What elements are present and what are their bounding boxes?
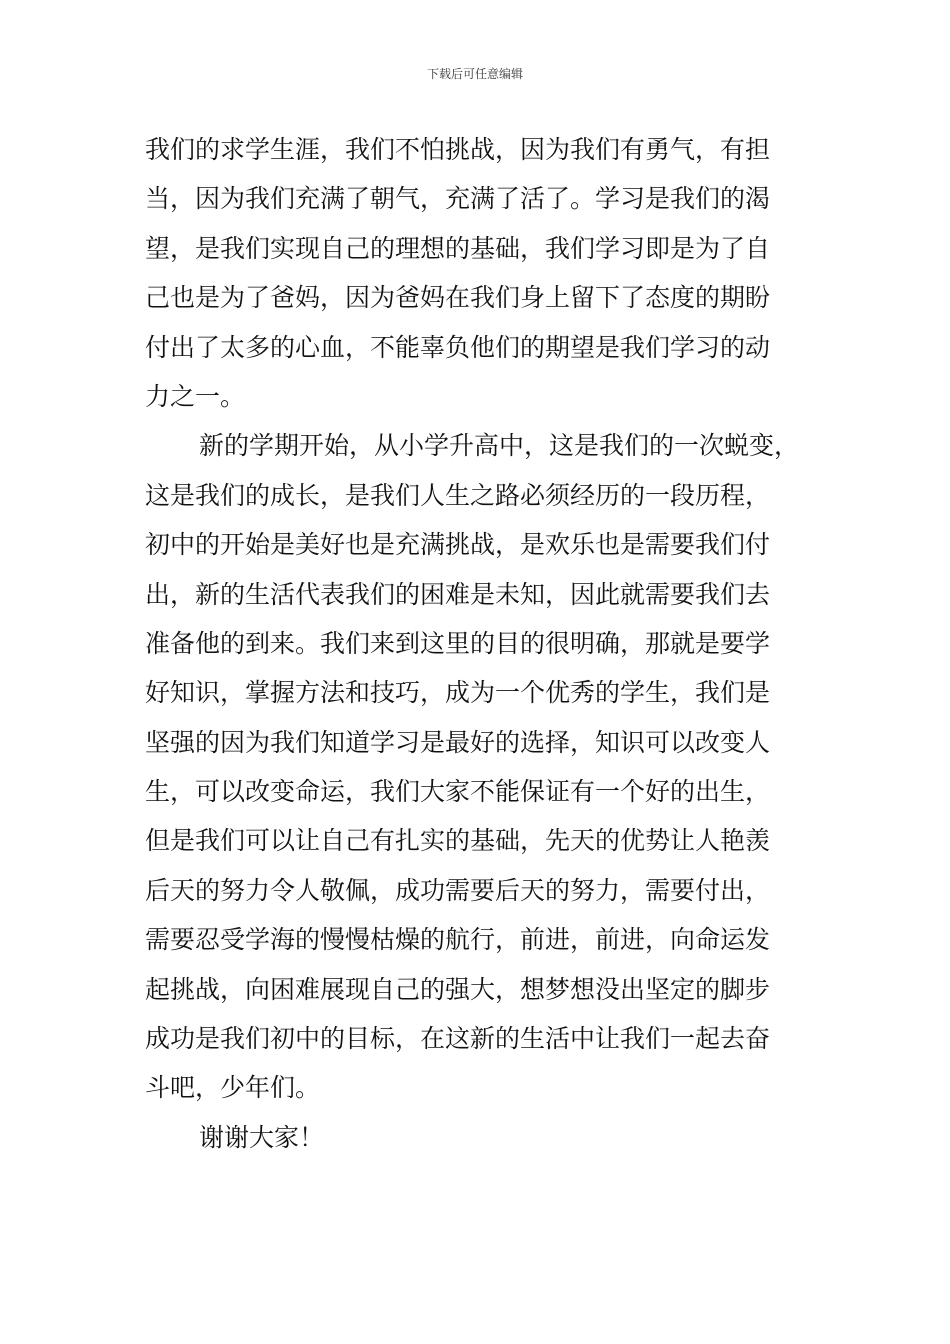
text-line: 后天的努力令人敬佩，成功需要后天的努力，需要付出， [145,875,771,905]
text-line: 这是我们的成长，是我们人生之路必须经历的一段历程， [145,480,771,510]
text-line: 需要忍受学海的慢慢枯燥的航行，前进，前进，向命运发 [145,925,771,955]
paragraph-1 [145,125,825,421]
text-line-first: 新的学期开始，从小学升高中，这是我们的一次蜕变， [199,431,800,461]
text-line: 我们的求学生涯，我们不怕挑战，因为我们有勇气，有担 [145,135,771,164]
text-line: 斗吧，少年们。 [145,1073,321,1103]
text-line: 当，因为我们充满了朝气，充满了活了。学习是我们的渴 [145,184,771,214]
text-line: 己也是为了爸妈，因为爸妈在我们身上留下了态度的期盼 [145,283,771,313]
text-line: 出，新的生活代表我们的困难是未知，因此就需要我们去 [145,579,771,609]
text-line: 坚强的因为我们知道学习是最好的选择，知识可以改变人 [145,727,771,757]
text-line: 力之一。 [145,381,246,411]
text-line: 起挑战，向困难展现自己的强大，想梦想没出坚定的脚步 [145,974,771,1004]
closing-line: 谢谢大家！ [199,1122,325,1152]
text-line: 准备他的到来。我们来到这里的目的很明确，那就是要学 [145,628,771,658]
paragraph-3 [145,1113,825,1162]
paragraph-2 [145,421,825,1112]
text-line: 但是我们可以让自己有扎实的基础，先天的优势让人艳羡 [145,826,771,856]
text-line: 望，是我们实现自己的理想的基础，我们学习即是为了自 [145,233,771,263]
text-line: 成功是我们初中的目标，在这新的生活中让我们一起去奋 [145,1024,771,1054]
text-line: 付出了太多的心血，不能辜负他们的期望是我们学习的动 [145,332,771,362]
text-line: 初中的开始是美好也是充满挑战，是欢乐也是需要我们付 [145,530,771,560]
text-line: 好知识，掌握方法和技巧，成为一个优秀的学生，我们是 [145,678,771,708]
document-body [145,125,825,1162]
page-header: 下载后可任意编辑 [426,67,523,81]
text-line: 生，可以改变命运，我们大家不能保证有一个好的出生， [145,777,771,807]
